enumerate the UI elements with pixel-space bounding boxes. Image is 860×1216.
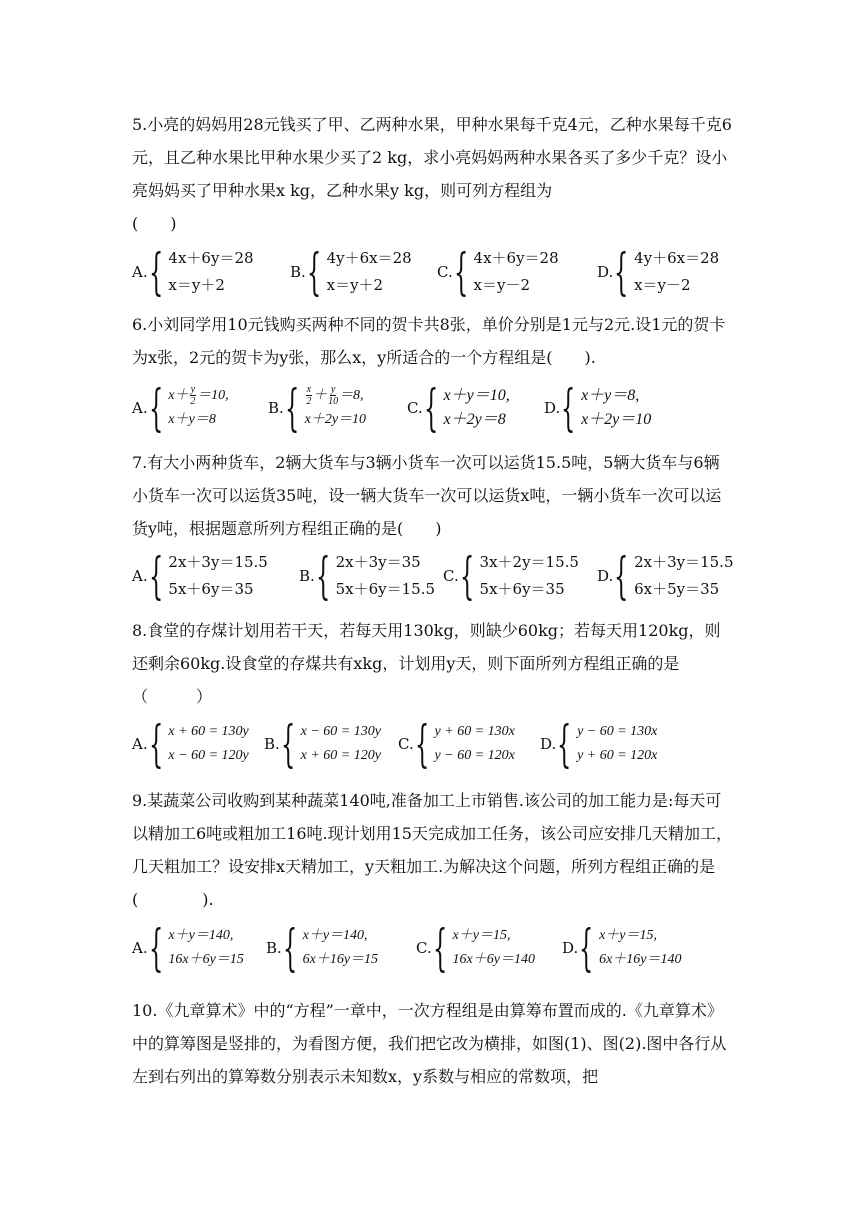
option-b: B. { 4y＋6x＝28 x＝y＋2 [290, 243, 412, 301]
brace-icon: { [315, 547, 331, 605]
option-d: D. { x＋y＝15, 6x＋16y＝140 [562, 919, 682, 977]
option-a: A. { x + 60 = 130y x − 60 = 120y [132, 715, 249, 773]
option-b: B. { $\frac{x}{2}$ ＋ $\frac{y}{10}$ ＝8, x＋2y＝10 [268, 379, 367, 437]
question-9-options [132, 920, 752, 976]
brace-icon: { [614, 243, 629, 301]
question-8-options [132, 716, 752, 772]
brace-icon: { [148, 919, 163, 977]
option-b: B. { x＋y＝140, 6x＋16y＝15 [266, 919, 379, 977]
question-7-options [132, 548, 752, 604]
question-8-text: 8.食堂的存煤计划用若干天，若每天用130kg，则缺少60kg；若每天用120kg，则还剩余60kg.设食堂的存煤共有xkg，计划用y天，则下面所列方程组正确的是（ ） [132, 621, 721, 706]
option-a: A. { 2x＋3y＝15.5 5x＋6y＝35 [132, 547, 268, 605]
option-c: C. { y + 60 = 130x y − 60 = 120x [398, 715, 515, 773]
brace-icon: { [284, 379, 300, 437]
option-d: D. { x＋y＝8, x＋2y＝10 [544, 379, 652, 437]
brace-icon: { [557, 715, 572, 773]
brace-icon: { [459, 547, 475, 605]
option-d: D. { 4y＋6x＝28 x＝y－2 [597, 243, 720, 301]
brace-icon: { [306, 243, 322, 301]
option-a: A. { x＋y＝140, 16x＋6y＝15 [132, 919, 244, 977]
option-c: C. { x＋y＝10, x＋2y＝8 [407, 379, 510, 437]
brace-icon: { [148, 715, 163, 773]
option-c: C. { 4x＋6y＝28 x＝y－2 [437, 243, 559, 301]
option-a: A. { 4x＋6y＝28 x＝y＋2 [132, 243, 254, 301]
brace-icon: { [148, 243, 163, 301]
brace-icon: { [423, 379, 439, 437]
option-b: B. { x − 60 = 130y x + 60 = 120y [264, 715, 381, 773]
brace-icon: { [453, 243, 469, 301]
question-6-text: 6.小刘同学用10元钱购买两种不同的贺卡共8张，单价分别是1元与2元.设1元的贺卡为x张，2元的贺卡为y张，那么x，y所适合的一个方程组是( ). [132, 315, 726, 367]
option-a: A. { x＋ $\frac{y}{2}$ ＝10, x＋y＝8 [132, 379, 229, 437]
question-10-text: 10.《九章算术》中的“方程”一章中，一次方程组是由算筹布置而成的.《九章算术》中的算筹图是竖排的，为看图方便，我们把它改为横排，如图(1)、图(2).图中各行从左到右列出的算筹数分别表示未知数x，y系数与相应的常数项，把 [132, 1001, 727, 1086]
brace-icon: { [561, 379, 576, 437]
brace-icon: { [282, 919, 298, 977]
option-c: C. { 3x＋2y＝15.5 5x＋6y＝35 [443, 547, 579, 605]
question-5-text: 5.小亮的妈妈用28元钱买了甲、乙两种水果，甲种水果每千克4元，乙种水果每千克6元，且乙种水果比甲种水果少买了2 kg，求小亮妈妈两种水果各买了多少千克？设小亮妈妈买了甲种水果x kg，乙种水果y kg，则可列方程组为 ( ) [132, 115, 732, 233]
option-d: D. { 2x＋3y＝15.5 6x＋5y＝35 [597, 547, 734, 605]
option-d: D. { y − 60 = 130x y + 60 = 120x [540, 715, 658, 773]
brace-icon: { [614, 547, 629, 605]
option-c: C. { x＋y＝15, 16x＋6y＝140 [416, 919, 535, 977]
option-b: B. { 2x＋3y＝35 5x＋6y＝15.5 [299, 547, 436, 605]
brace-icon: { [148, 547, 163, 605]
answer-parentheses: ( ) [132, 214, 177, 233]
brace-icon: { [280, 715, 296, 773]
question-6-options [132, 380, 752, 436]
brace-icon: { [432, 919, 448, 977]
brace-icon: { [148, 379, 163, 437]
brace-icon: { [414, 715, 430, 773]
question-9-text: 9.某蔬菜公司收购到某种蔬菜140吨,准备加工上市销售.该公司的加工能力是:每天可以精加工6吨或粗加工16吨.现计划用15天完成加工任务，该公司应安排几天精加工，几天粗加工？设安排x天精加工，y天粗加工.为解决这个问题，所列方程组正确的是( ). [132, 791, 732, 909]
brace-icon: { [579, 919, 594, 977]
question-5-options [132, 244, 752, 300]
question-7-text: 7.有大小两种货车，2辆大货车与3辆小货车一次可以运货15.5吨，5辆大货车与6辆小货车一次可以运货35吨，设一辆大货车一次可以运货x吨，一辆小货车一次可以运货y吨，根据题意所列方程组正确的是( ) [132, 453, 722, 538]
